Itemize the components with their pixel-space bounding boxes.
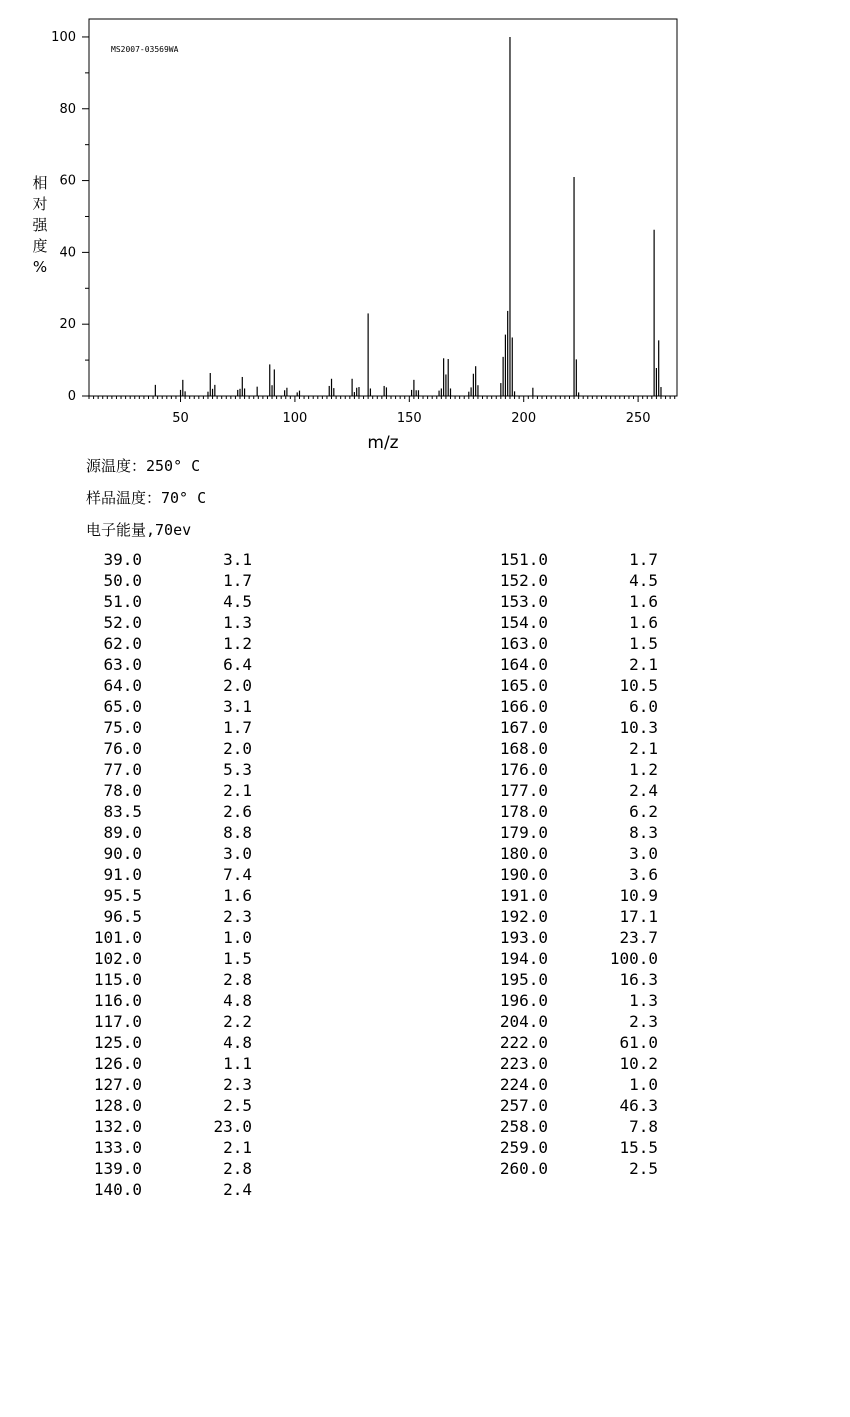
peak-abundance: 61.0	[619, 1033, 658, 1052]
peak-mz: 140.0	[93, 1180, 142, 1199]
peak-mz: 117.0	[93, 1012, 142, 1031]
x-tick-label: 200	[511, 411, 537, 426]
peak-mz: 194.0	[499, 949, 548, 968]
peak-abundance: 1.6	[223, 886, 252, 905]
y-axis-label: 强	[32, 216, 48, 234]
peak-mz: 151.0	[499, 550, 548, 569]
peak-mz: 180.0	[499, 844, 548, 863]
peak-mz: 154.0	[499, 613, 548, 632]
peak-abundance: 1.3	[223, 613, 252, 632]
peak-abundance: 10.9	[619, 886, 658, 905]
peak-mz: 128.0	[93, 1096, 142, 1115]
peak-abundance: 2.1	[223, 1138, 252, 1157]
peak-mz: 192.0	[499, 907, 548, 926]
peak-mz: 50.0	[103, 571, 142, 590]
mass-spectrum-chart	[0, 0, 850, 460]
peak-mz: 51.0	[103, 592, 142, 611]
y-tick-label: 20	[59, 317, 76, 333]
peak-mz: 153.0	[499, 592, 548, 611]
y-axis-label: 对	[32, 195, 48, 213]
peak-mz: 63.0	[103, 655, 142, 674]
y-tick-label: 100	[51, 29, 76, 45]
peak-abundance: 1.5	[629, 634, 658, 653]
peak-abundance: 3.1	[223, 697, 252, 716]
peak-mz: 65.0	[103, 697, 142, 716]
peak-mz: 96.5	[103, 907, 142, 926]
y-axis-label: 度	[32, 237, 48, 255]
peak-abundance: 46.3	[619, 1096, 658, 1115]
peak-abundance: 1.6	[629, 592, 658, 611]
peak-abundance: 2.1	[629, 655, 658, 674]
peak-abundance: 4.5	[223, 592, 252, 611]
peak-mz: 257.0	[499, 1096, 548, 1115]
y-tick-label: 80	[59, 101, 76, 117]
peak-abundance: 2.6	[223, 802, 252, 821]
peak-abundance: 2.3	[629, 1012, 658, 1031]
peak-mz: 164.0	[499, 655, 548, 674]
y-tick-label: 0	[67, 389, 76, 404]
peak-abundance: 4.5	[629, 571, 658, 590]
peak-mz: 78.0	[103, 781, 142, 800]
y-tick-label: 40	[59, 245, 76, 261]
peak-abundance: 2.3	[223, 907, 252, 926]
peak-abundance: 10.2	[619, 1054, 658, 1073]
peak-mz: 133.0	[93, 1138, 142, 1157]
x-tick-label: 250	[625, 411, 651, 426]
peak-mz: 62.0	[103, 634, 142, 653]
peak-mz: 260.0	[499, 1159, 548, 1178]
peak-abundance: 1.3	[629, 991, 658, 1010]
sample-id: MS2007-03569WA	[111, 45, 179, 54]
peak-abundance: 2.4	[223, 1180, 252, 1199]
peak-mz: 83.5	[103, 802, 142, 821]
peak-mz: 39.0	[103, 550, 142, 569]
sample-temperature: 样品温度：70° C	[86, 489, 207, 507]
peak-abundance: 1.2	[223, 634, 252, 653]
peak-mz: 167.0	[499, 718, 548, 737]
peak-abundance: 4.8	[223, 991, 252, 1010]
peak-mz: 132.0	[93, 1117, 142, 1136]
peak-mz: 259.0	[499, 1138, 548, 1157]
x-tick-label: 50	[172, 411, 189, 426]
peak-mz: 76.0	[103, 739, 142, 758]
peak-mz: 196.0	[499, 991, 548, 1010]
peak-abundance: 1.6	[629, 613, 658, 632]
peak-abundance: 1.0	[223, 928, 252, 947]
peak-abundance: 1.7	[223, 718, 252, 737]
peak-mz: 166.0	[499, 697, 548, 716]
peak-abundance: 15.5	[619, 1138, 658, 1157]
peak-abundance: 3.0	[629, 844, 658, 863]
peak-abundance: 1.1	[223, 1054, 252, 1073]
peak-mz: 91.0	[103, 865, 142, 884]
peak-mz: 139.0	[93, 1159, 142, 1178]
peak-abundance: 3.1	[223, 550, 252, 569]
peak-abundance: 1.7	[629, 550, 658, 569]
peak-abundance: 8.8	[223, 823, 252, 842]
peak-mz: 101.0	[93, 928, 142, 947]
peak-abundance: 2.5	[629, 1159, 658, 1178]
peak-mz: 177.0	[499, 781, 548, 800]
peak-abundance: 17.1	[619, 907, 658, 926]
peak-mz: 190.0	[499, 865, 548, 884]
peak-abundance: 2.2	[223, 1012, 252, 1031]
peak-abundance: 2.1	[629, 739, 658, 758]
electron-energy: 电子能量,70ev	[86, 521, 192, 539]
peak-abundance: 2.8	[223, 1159, 252, 1178]
peak-abundance: 23.7	[619, 928, 658, 947]
peak-mz: 168.0	[499, 739, 548, 758]
peak-mz: 165.0	[499, 676, 548, 695]
peak-mz: 258.0	[499, 1117, 548, 1136]
peak-mz: 125.0	[93, 1033, 142, 1052]
peak-mz: 126.0	[93, 1054, 142, 1073]
peak-mz: 179.0	[499, 823, 548, 842]
peak-mz: 195.0	[499, 970, 548, 989]
peak-mz: 115.0	[93, 970, 142, 989]
y-axis-label: %	[32, 258, 48, 276]
peak-abundance: 2.5	[223, 1096, 252, 1115]
plot-frame	[89, 19, 677, 396]
peak-abundance: 4.8	[223, 1033, 252, 1052]
peak-mz: 223.0	[499, 1054, 548, 1073]
peak-mz: 116.0	[93, 991, 142, 1010]
peak-mz: 222.0	[499, 1033, 548, 1052]
x-axis-label: m/z	[367, 433, 399, 453]
peak-abundance: 1.2	[629, 760, 658, 779]
peak-abundance: 10.3	[619, 718, 658, 737]
peak-mz: 178.0	[499, 802, 548, 821]
peak-mz: 52.0	[103, 613, 142, 632]
peak-abundance: 1.5	[223, 949, 252, 968]
peak-abundance: 2.0	[223, 676, 252, 695]
peak-abundance: 2.1	[223, 781, 252, 800]
y-tick-label: 60	[59, 173, 76, 189]
peak-abundance: 100.0	[609, 949, 658, 968]
peak-mz: 191.0	[499, 886, 548, 905]
peak-abundance: 10.5	[619, 676, 658, 695]
peak-mz: 102.0	[93, 949, 142, 968]
peak-abundance: 6.4	[223, 655, 252, 674]
peak-mz: 90.0	[103, 844, 142, 863]
peak-abundance: 1.0	[629, 1075, 658, 1094]
source-temperature: 源温度：250° C	[86, 457, 201, 475]
peak-mz: 64.0	[103, 676, 142, 695]
peak-abundance: 2.4	[629, 781, 658, 800]
peak-abundance: 8.3	[629, 823, 658, 842]
peak-abundance: 1.7	[223, 571, 252, 590]
peak-mz: 152.0	[499, 571, 548, 590]
peak-abundance: 3.6	[629, 865, 658, 884]
peak-mz: 224.0	[499, 1075, 548, 1094]
peak-abundance: 6.2	[629, 802, 658, 821]
y-axis-label: 相	[32, 174, 48, 192]
peak-mz: 176.0	[499, 760, 548, 779]
peak-mz: 95.5	[103, 886, 142, 905]
x-tick-label: 100	[282, 411, 308, 426]
peak-mz: 193.0	[499, 928, 548, 947]
peak-mz: 89.0	[103, 823, 142, 842]
peak-mz: 163.0	[499, 634, 548, 653]
peak-abundance: 2.3	[223, 1075, 252, 1094]
peak-abundance: 5.3	[223, 760, 252, 779]
peak-abundance: 2.8	[223, 970, 252, 989]
peak-abundance: 7.4	[223, 865, 252, 884]
peak-mz: 77.0	[103, 760, 142, 779]
peak-abundance: 3.0	[223, 844, 252, 863]
peak-mz: 75.0	[103, 718, 142, 737]
peak-abundance: 6.0	[629, 697, 658, 716]
peak-abundance: 23.0	[213, 1117, 252, 1136]
peak-abundance: 7.8	[629, 1117, 658, 1136]
x-tick-label: 150	[396, 411, 422, 426]
peak-mz: 127.0	[93, 1075, 142, 1094]
peak-abundance: 2.0	[223, 739, 252, 758]
peak-mz: 204.0	[499, 1012, 548, 1031]
peak-abundance: 16.3	[619, 970, 658, 989]
